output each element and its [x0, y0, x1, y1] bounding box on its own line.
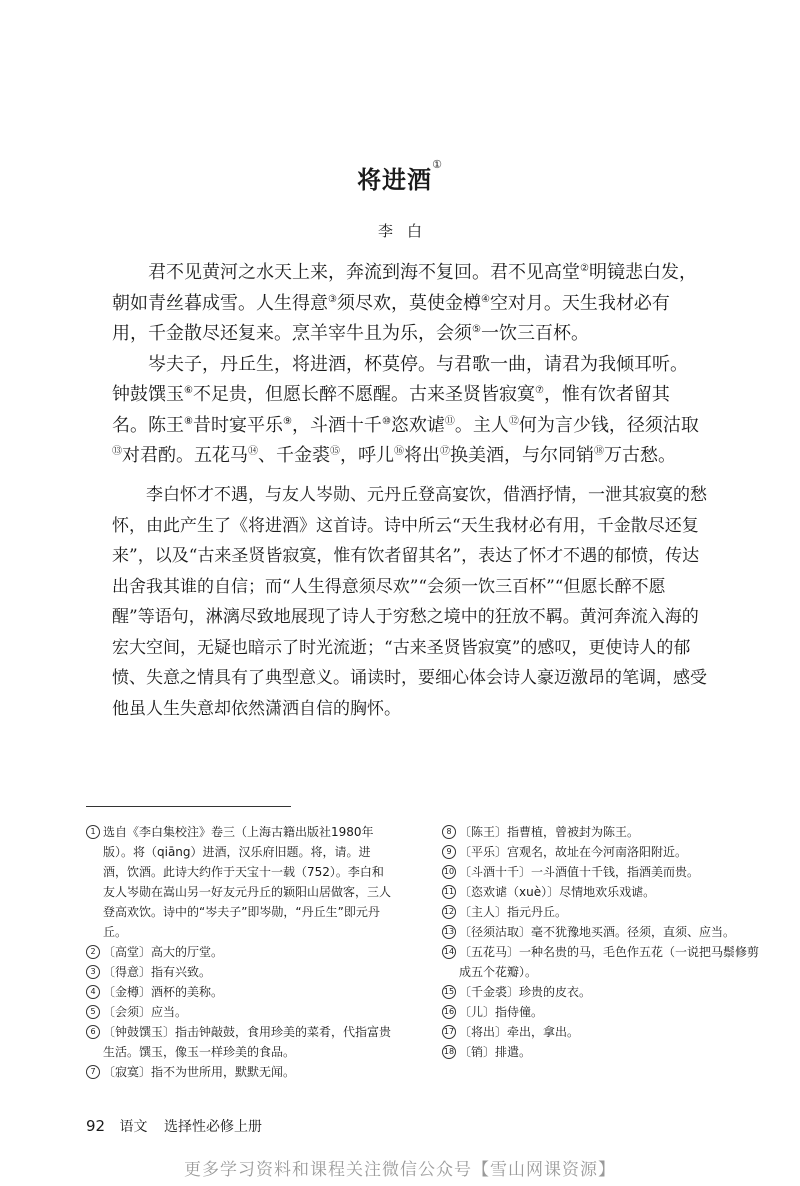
commentary-paragraph: 李白怀才不遇，与友人岑勋、元丹丘登高宴饮，借酒抒情，一泄其寂寞的愁怀，由此产生了《将进酒》这首诗。诗中所云“天生我材必有用，千金散尽还复来”，以及“古来圣贤皆寂寞，惟有饮者留其名”，表达了怀才不遇的郁愤，传达出舍我其谁的自信；而“人生得意须尽欢”“会须一饮三百杯”“但愿长醉不愿醒”等语句，淋漓尽致地展现了诗人于穷愁之境中的狂放不羁。黄河奔流入海的宏大空间，无疑也暗示了时光流逝；“古来圣贤皆寂寞”的感叹，更使诗人的郁愤、失意之情具有了典型意义。诵读时，要细心体会诗人豪迈激昂的笔调，感受他虽人生失意却依然潇洒自信的胸怀。: [112, 485, 707, 719]
footnote-item: [442, 1002, 762, 1022]
footnote-number-badge: [442, 902, 459, 922]
footnote-number: 6: [86, 1025, 100, 1039]
note-marker: ⑱: [594, 446, 604, 457]
footnote-number-badge: [86, 1022, 103, 1062]
poem-text: 万古愁。: [604, 445, 676, 466]
poem-text: 一饮三百杯。: [480, 323, 589, 344]
footnote-number-badge: [86, 822, 103, 942]
footnote-number: 8: [442, 825, 456, 839]
poem-text: 何为言少钱，径须沽取: [518, 414, 699, 436]
poem-text: ，惟有饮者留其名。陈王: [112, 384, 670, 436]
footnote-item: [86, 1002, 391, 1022]
poem-stanza-2: [112, 350, 702, 472]
footnote-text: 〔斗酒十千〕一斗酒值十千钱，指酒美而贵。: [459, 865, 700, 879]
footnote-text: 〔五花马〕一种名贵的马，毛色作五花（一说把马鬃修剪成五个花瓣）。: [459, 945, 760, 979]
page-footer: [86, 1116, 262, 1136]
footnote-divider: [86, 806, 291, 807]
note-marker: ⑩: [381, 415, 391, 427]
footnote-number: 4: [86, 985, 100, 999]
footnote-number-badge: [442, 1022, 459, 1042]
note-marker: ⑰: [440, 446, 450, 457]
footnote-text: 〔将出〕牵出，拿出。: [459, 1025, 580, 1039]
footnote-number-badge: [442, 822, 459, 842]
footnote-item: [86, 822, 391, 942]
footnotes-right-column: [442, 822, 762, 1062]
footnote-text: 〔恣欢谑（xuè）〕尽情地欢乐戏谑。: [459, 885, 656, 899]
footnote-number-badge: [86, 1062, 103, 1082]
poem-title-text: 将进酒: [357, 165, 433, 194]
footnote-text: 〔高堂〕高大的厅堂。: [103, 945, 224, 959]
footnote-item: [442, 942, 762, 982]
footnote-number: 5: [86, 1005, 100, 1019]
footnote-number: 13: [442, 925, 456, 939]
footnote-number: 12: [442, 905, 456, 919]
note-marker: ③: [328, 293, 337, 305]
footnote-text: 选自《李白集校注》卷三（上海古籍出版社1980年版）。将（qiāng）进酒，汉乐府旧题。将，请。进酒，饮酒。此诗大约作于天宝十一载（752）。李白和友人岑勋在嵩山另一好友元丹丘的颖阳山居做客，三人登高欢饮。诗中的“岑夫子”即岑勋，“丹丘生”即元丹丘。: [103, 825, 392, 939]
page-number: 92: [86, 1117, 106, 1135]
footnote-item: [86, 1062, 391, 1082]
footnote-number: 3: [86, 965, 100, 979]
note-marker: ⑤: [472, 324, 481, 335]
note-marker: ⑥: [184, 385, 193, 396]
footnote-number-badge: [86, 982, 103, 1002]
footnote-number: 2: [86, 945, 100, 959]
footnote-item: [442, 922, 762, 942]
footnote-item: [442, 1022, 762, 1042]
poem-text: 空对月。天生我材必有用，千金散尽还复来。烹羊宰牛且为乐，会须: [112, 292, 670, 344]
poem-text: 恣欢谑: [390, 414, 445, 436]
note-marker: ⑮: [330, 446, 340, 457]
footnote-number-badge: [442, 982, 459, 1002]
poem-author: 李白: [377, 222, 436, 240]
note-marker: ⑬: [112, 446, 122, 457]
footnote-number-badge: [442, 1002, 459, 1022]
footnote-number: 1: [86, 825, 100, 839]
poem-text: 昔时宴平乐: [192, 414, 283, 436]
footnote-number-badge: [442, 842, 459, 862]
poem-text: 岑夫子，丹丘生，将进酒，杯莫停。与君歌一曲，请君为我倾耳听。钟鼓馔玉: [112, 353, 688, 405]
footnote-text: 〔陈王〕指曹植，曾被封为陈王。: [459, 825, 640, 839]
poem-text: 不足贵，但愿长醉不愿醒。古来圣贤皆寂寞: [192, 384, 535, 405]
footnote-text: 〔钟鼓馔玉〕指击钟敲鼓，食用珍美的菜肴，代指富贵生活。馔玉，像玉一样珍美的食品。: [103, 1025, 392, 1059]
note-marker: ⑯: [394, 446, 404, 457]
note-marker: ⑫: [508, 415, 519, 427]
footnote-text: 〔得意〕指有兴致。: [103, 965, 212, 979]
poem-text: 、千金裘: [258, 445, 330, 466]
footnote-text: 〔会须〕应当。: [103, 1005, 188, 1019]
footnote-text: 〔寂寞〕指不为世所用，默默无闻。: [103, 1065, 296, 1079]
footnote-text: 〔主人〕指元丹丘。: [459, 905, 568, 919]
footnote-number-badge: [86, 1002, 103, 1022]
footer-book-title: 选择性必修上册: [164, 1119, 262, 1135]
footnote-number-badge: [442, 1042, 459, 1062]
footnote-number: 7: [86, 1065, 100, 1079]
note-marker: ⑨: [282, 415, 292, 427]
footnote-item: [442, 862, 762, 882]
footnote-text: 〔金樽〕酒杯的美称。: [103, 985, 224, 999]
note-marker: ②: [580, 263, 589, 274]
footnote-number: 9: [442, 845, 456, 859]
note-marker: ⑭: [248, 446, 258, 457]
footnote-number: 16: [442, 1005, 456, 1019]
footnote-item: [442, 982, 762, 1002]
footnote-number: 18: [442, 1045, 456, 1059]
footer-subject: 语文: [119, 1119, 148, 1135]
poem-text: ，斗酒十千: [291, 414, 382, 436]
footnote-number-badge: [86, 942, 103, 962]
poem-text: 须尽欢，莫使金樽: [336, 292, 481, 314]
footnote-item: [86, 1022, 391, 1062]
footnote-item: [442, 842, 762, 862]
poem-text: 换美酒，与尔同销: [450, 445, 594, 466]
footnotes-left-column: [86, 822, 391, 1082]
footnote-item: [442, 882, 762, 902]
poem-text: ，呼儿: [340, 445, 394, 466]
footnote-item: [86, 982, 391, 1002]
footnote-text: 〔径须沽取〕毫不犹豫地买酒。径须，直须、应当。: [459, 925, 736, 939]
poem-text: 将出: [404, 445, 440, 466]
commentary: [112, 480, 707, 724]
footnote-number: 10: [442, 865, 456, 879]
footnote-text: 〔儿〕指侍僮。: [459, 1005, 544, 1019]
footnote-item: [442, 902, 762, 922]
note-marker: ④: [480, 293, 490, 305]
poem-text: 对君酌。五花马: [122, 445, 248, 466]
footnote-number-badge: [442, 882, 459, 902]
footnote-item: [442, 822, 762, 842]
footnote-number: 17: [442, 1025, 456, 1039]
footnote-number-badge: [442, 862, 459, 882]
watermark-text: 更多学习资料和课程关注微信公众号【雪山网课资源】: [184, 1160, 616, 1180]
footnote-number-badge: [86, 962, 103, 982]
poem-text: 明镜悲白发，朝如青丝暮成雪。人生得意: [112, 262, 697, 314]
footnote-number: 15: [442, 985, 456, 999]
poem-body: [112, 258, 702, 472]
poem-stanza-1: [112, 258, 702, 350]
footnote-text: 〔平乐〕宫观名，故址在今河南洛阳附近。: [459, 845, 688, 859]
footnote-item: [86, 962, 391, 982]
note-marker: ⑪: [444, 415, 455, 427]
footnote-number: 14: [442, 945, 456, 959]
footnote-item: [442, 1042, 762, 1062]
footnote-number-badge: [442, 942, 459, 982]
poem-text: 。主人: [454, 414, 509, 436]
footnote-text: 〔千金裘〕珍贵的皮衣。: [459, 985, 592, 999]
footnote-number: 11: [442, 885, 456, 899]
title-note-marker: ①: [432, 158, 443, 171]
note-marker: ⑦: [534, 385, 544, 396]
footnote-item: [86, 942, 391, 962]
footnote-number-badge: [442, 922, 459, 942]
poem-title: [0, 160, 800, 195]
footnote-text: 〔销〕排遣。: [459, 1045, 532, 1059]
poem-text: 君不见黄河之水天上来，奔流到海不复回。君不见高堂: [148, 262, 580, 283]
note-marker: ⑧: [184, 415, 193, 427]
